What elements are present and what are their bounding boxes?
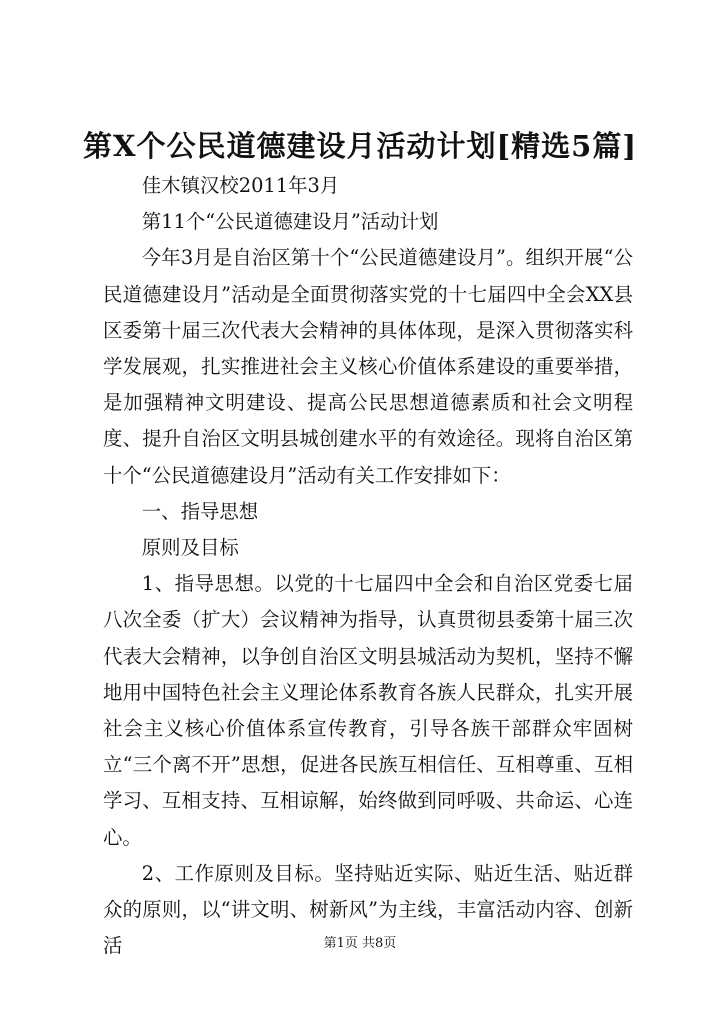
document-body bbox=[103, 168, 633, 964]
byline: 佳木镇汉校2011年3月 bbox=[141, 174, 340, 197]
paragraph-guiding-ideology: 1、指导思想。以党的十七届四中全会和自治区党委七届八次全委（扩大）会议精神为指导，认真贯彻县委第十届三次代表大会精神，以争创自治区文明县城活动为契机，坚持不懈地用中国特色社会主义理论体系教育各族人民群众，扎实开展社会主义核心价值体系宣传教育，引导各族干部群众牢固树立“三个离不开”思想，促进各民族互相信任、互相尊重、互相学习、互相支持、互相谅解，始终做到同呼吸、共命运、心连心。 bbox=[103, 572, 633, 849]
document-title: 第X个公民道德建设月活动计划[精选5篇] bbox=[82, 129, 638, 163]
section-heading: 一、指导思想 bbox=[141, 499, 259, 523]
page-footer: 第1页 共8页 bbox=[323, 936, 397, 951]
paragraph-principles-goals: 2、工作原则及目标。坚持贴近实际、贴近生活、贴近群众的原则，以“讲文明、树新风”为主线，丰富活动内容、创新活 bbox=[103, 861, 633, 958]
section-subheading: 原则及目标 bbox=[141, 536, 239, 560]
subtitle: 第11个“公民道德建设月”活动计划 bbox=[141, 210, 439, 234]
intro-paragraph: 今年3月是自治区第十个“公民道德建设月”。组织开展“公民道德建设月”活动是全面贯彻落实党的十七届四中全会XX县区委第十届三次代表大会精神的具体体现，是深入贯彻落实科学发展观，扎实推进社会主义核心价值体系建设的重要举措，是加强精神文明建设、提高公民思想道德素质和社会文明程度、提升自治区文明县城创建水平的有效途径。现将自治区第十个“公民道德建设月”活动有关工作安排如下： bbox=[103, 246, 633, 487]
